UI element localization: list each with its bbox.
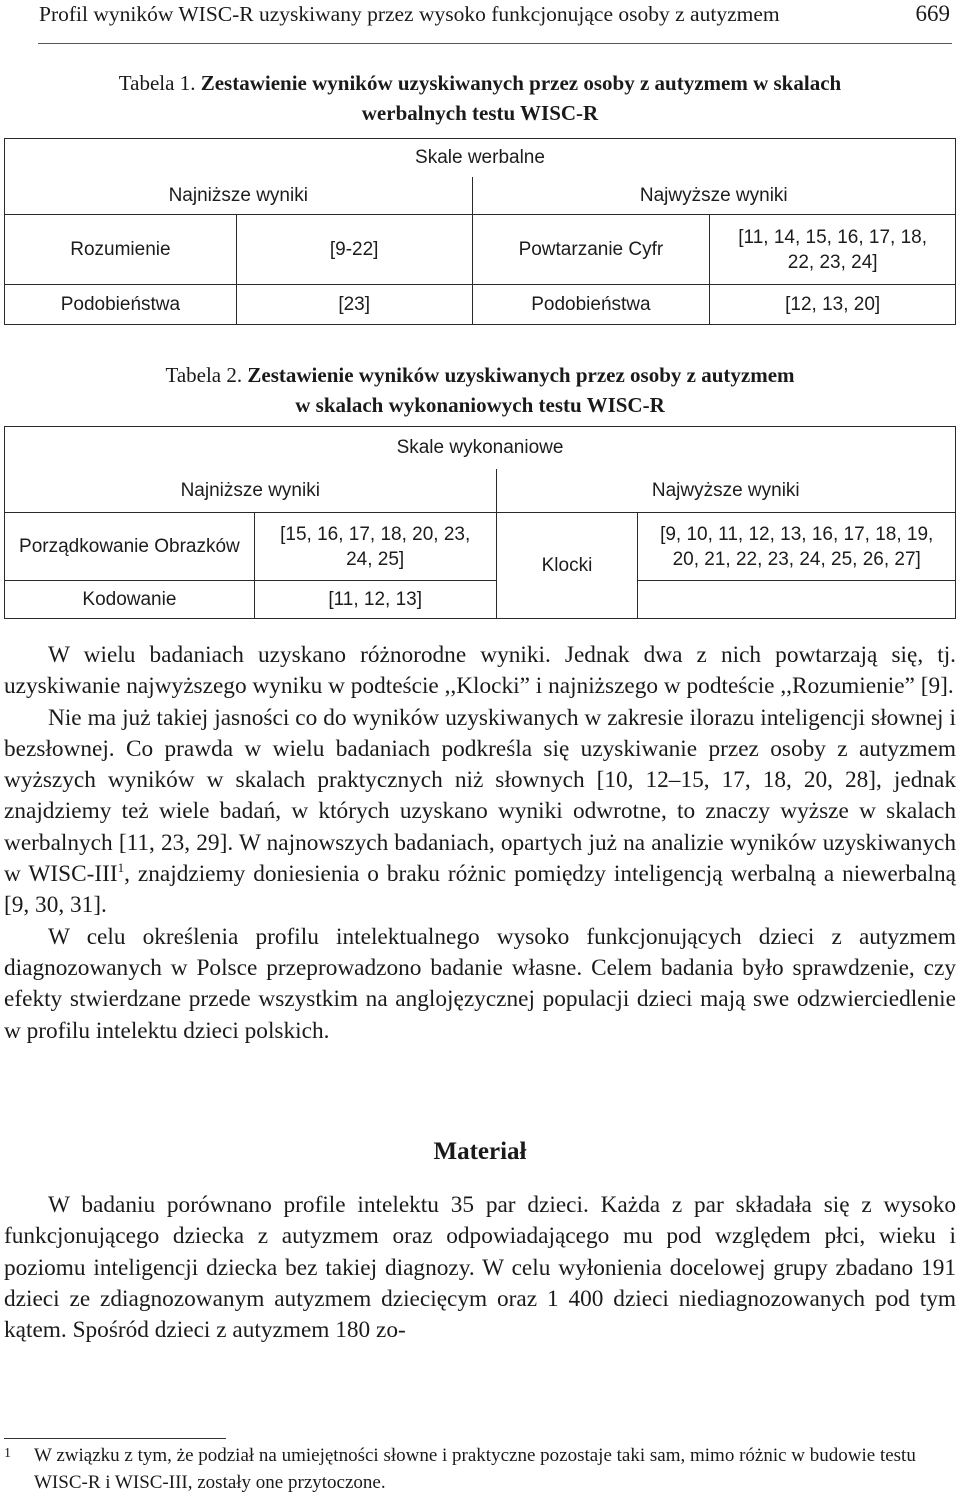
table1-row2-high-scale: Podobieństwa xyxy=(472,285,710,325)
table2-row1-high-scale: Klocki xyxy=(496,513,638,619)
running-header xyxy=(38,0,952,44)
table2-caption-line2: w skalach wykonaniowych testu WISC-R xyxy=(295,393,665,417)
table1-lowest-header: Najniższe wyniki xyxy=(5,177,473,215)
table2-row1-high-refs-line1: [9, 10, 11, 12, 13, 16, 17, 18, 19, xyxy=(660,523,934,545)
table2-row2-low-refs: [11, 12, 13] xyxy=(254,581,496,619)
table1-row1-high-refs xyxy=(710,215,956,285)
table1-caption-line1: Zestawienie wyników uzyskiwanych przez osoby z autyzmem w skalach xyxy=(200,71,842,95)
table1-label: Tabela 1. xyxy=(118,71,196,95)
table1-row1-low-scale: Rozumienie xyxy=(5,215,237,285)
table2-row1-low-refs xyxy=(254,513,496,581)
table2-row1-low-refs-line1: [15, 16, 17, 18, 20, 23, xyxy=(280,523,471,545)
body-text xyxy=(4,640,956,1047)
table1-group-header: Skale werbalne xyxy=(5,139,956,177)
table1-row2-high-refs: [12, 13, 20] xyxy=(710,285,956,325)
table1-caption-line2: werbalnych testu WISC-R xyxy=(361,101,599,125)
paragraph-2-part-a: Nie ma już takiej jasności co do wyników uzyskiwanych w zakresie ilorazu inteligencji słownej i bezsłownej. Co prawda w wielu badaniach podkreśla się uzyskiwanie przez osoby z autyzmem wyższych wyników w skalach praktycznych niż słownych [10, 12–15, 17, 18, 20, 28], jednak znajdziemy też wiele badań, w których uzyskano wyniki odwrotne, to znaczy wyższe w skalach werbalnych [11, 23, 29]. W najnowszych badaniach, opartych już na analizie wyników uzyskiwanych w WISC-III xyxy=(4,704,956,888)
table2-caption xyxy=(8,360,952,420)
table2-label: Tabela 2. xyxy=(165,363,243,387)
table1-highest-header: Najwyższe wyniki xyxy=(472,177,956,215)
footnote xyxy=(4,1442,944,1496)
table2-lowest-header: Najniższe wyniki xyxy=(5,469,497,513)
section-paragraph-1: W badaniu porównano profile intelektu 35 par dzieci. Każda z par składała się z wysoko funkcjonującego dziecka z autyzmem oraz odpowiadającego mu pod względem płci, wieku i poziomu inteligencji dziecka bez takiej diagnozy. W celu wyłonienia docelowej grupy zbadano 191 dzieci ze zdiagnozowanym autyzmem dziecięcym oraz 1 400 dzieci niediagnozowanych pod tym kątem. Spośród dzieci z autyzmem 180 zo- xyxy=(4,1192,956,1344)
table2-row1-high-refs-line2: 20, 21, 22, 23, 24, 25, 26, 27] xyxy=(672,548,921,570)
paragraph-3: W celu określenia profilu intelektualnego wysoko funkcjonujących dzieci z autyzmem diagnozowanych w Polsce przeprowadzono badanie własne. Celem badania było sprawdzenie, czy efekty stwierdzane przede wszystkim na anglojęzycznej populacji dzieci mają swe odzwierciedlenie w profilu intelektu dzieci polskich. xyxy=(4,923,956,1044)
section-heading: Materiał xyxy=(433,1138,527,1165)
table1 xyxy=(4,138,956,325)
table2-highest-header: Najwyższe wyniki xyxy=(496,469,955,513)
table1-row1-low-refs: [9-22] xyxy=(236,215,472,285)
table2-row1-high-refs xyxy=(638,513,956,581)
table2-row2-low-scale: Kodowanie xyxy=(5,581,255,619)
table2-row1-low-scale: Porządkowanie Obrazków xyxy=(5,513,255,581)
section-body xyxy=(4,1190,956,1346)
table1-row2-low-refs: [23] xyxy=(236,285,472,325)
paragraph-2-part-b: , znajdziemy doniesienia o braku różnic pomiędzy inteligencją werbalną a niewerbalną [9, 30, 31]. xyxy=(4,861,956,919)
table2-caption-line1: Zestawienie wyników uzyskiwanych przez osoby z autyzmem xyxy=(247,363,795,387)
table2-row2-high-empty xyxy=(638,581,956,619)
table2-group-header: Skale wykonaniowe xyxy=(5,427,956,469)
paragraph-1: W wielu badaniach uzyskano różnorodne wyniki. Jednak dwa z nich powtarzają się, tj. uzyskiwanie najwyższego wyniku w podteście ,,Klocki” i najniższego w podteście ,,Rozumienie” [9]. xyxy=(4,642,956,700)
table1-row1-high-scale: Powtarzanie Cyfr xyxy=(472,215,710,285)
table2 xyxy=(4,426,956,619)
table1-row1-high-refs-line1: [11, 14, 15, 16, 17, 18, xyxy=(738,226,928,248)
paragraph-2 xyxy=(4,703,956,922)
footnote-number: 1 xyxy=(4,1446,11,1461)
footnote-rule xyxy=(4,1438,226,1439)
page-number: 669 xyxy=(915,1,950,26)
footnote-text: W związku z tym, że podział na umiejętności słowne i praktyczne pozostaje taki sam, mimo różnic w budowie testu WISC-R i WISC-III, zostały one przytoczone. xyxy=(34,1445,916,1493)
table1-caption xyxy=(8,68,952,128)
running-title: Profil wyników WISC-R uzyskiwany przez wysoko funkcjonujące osoby z autyzmem xyxy=(39,2,780,26)
table1-row1-high-refs-line2: 22, 23, 24] xyxy=(787,251,878,273)
table1-row2-low-scale: Podobieństwa xyxy=(5,285,237,325)
table2-row1-low-refs-line2: 24, 25] xyxy=(346,548,405,570)
footnote-marker: 1 xyxy=(117,860,125,876)
